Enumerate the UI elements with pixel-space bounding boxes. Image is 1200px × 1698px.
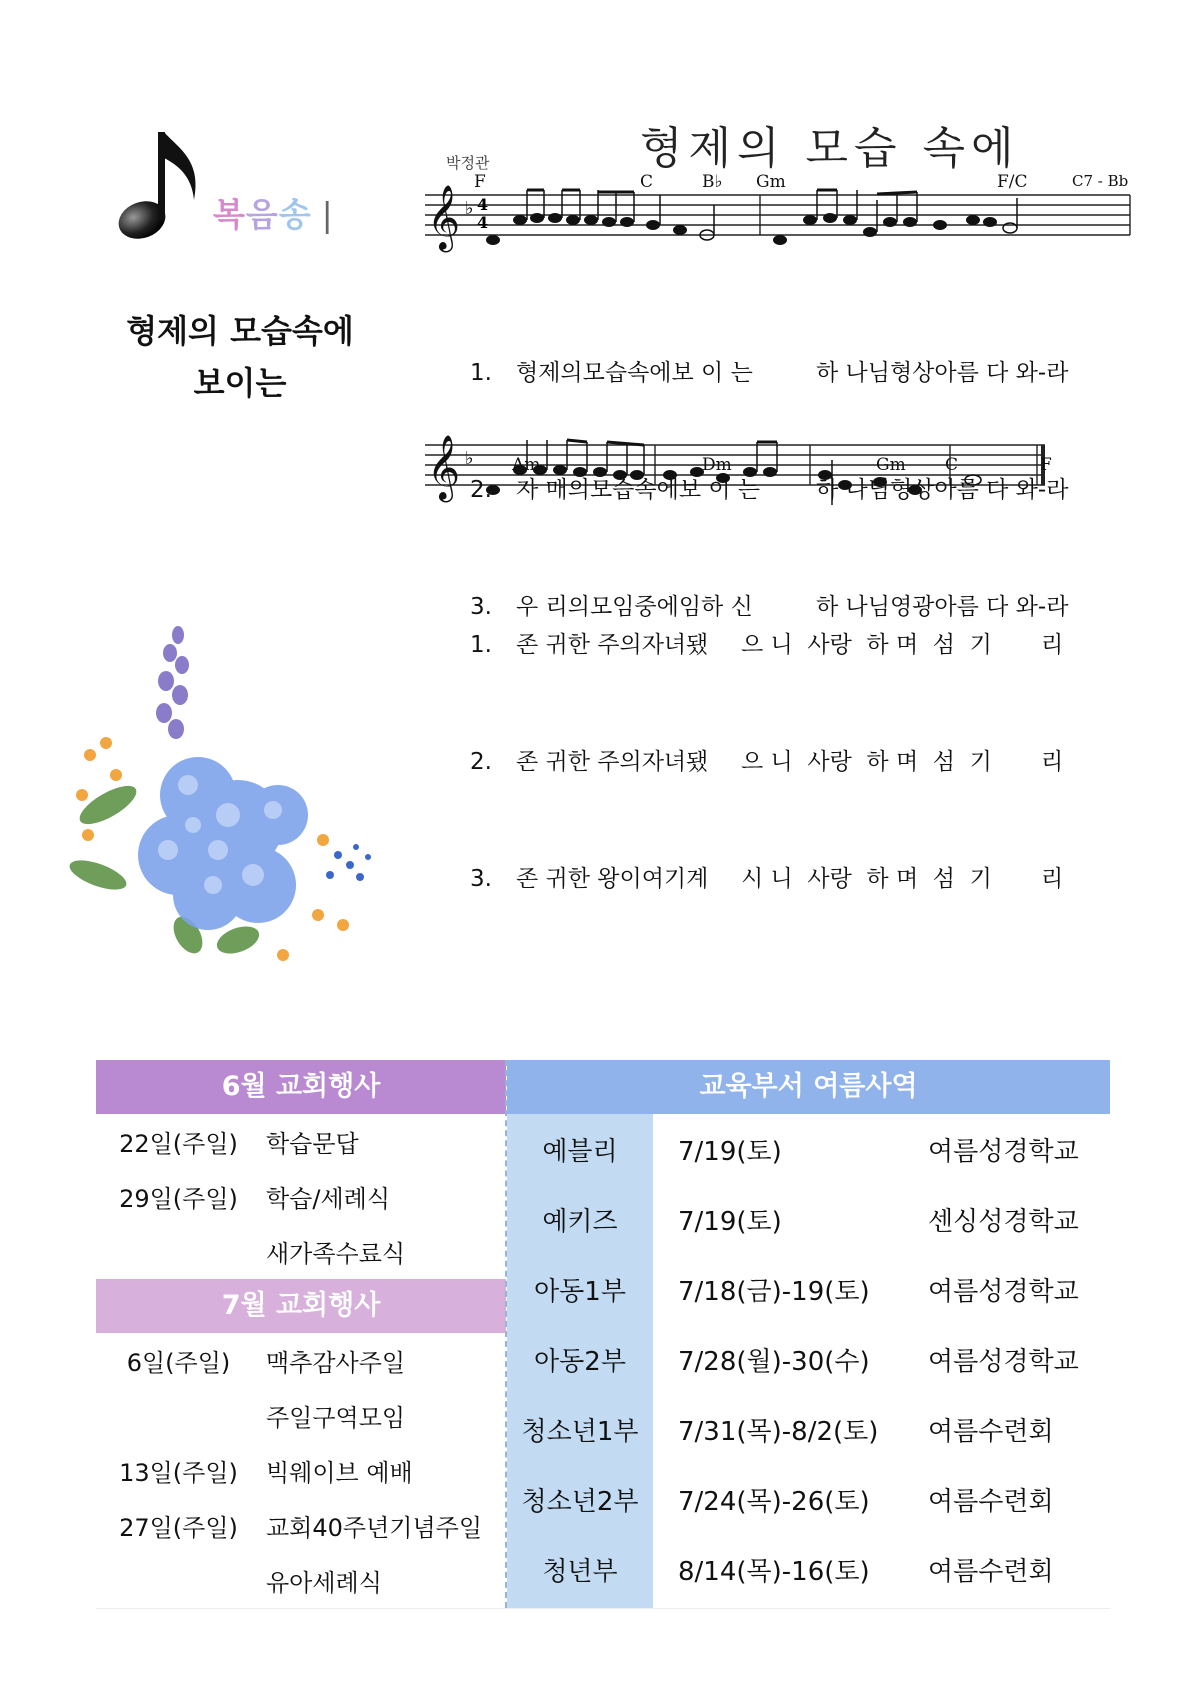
lyric-text: 형제의모습속에보 이 는 <box>516 360 753 386</box>
chord-label: F/C <box>997 172 1028 192</box>
event-date: 22일(주일) <box>119 1130 238 1158</box>
department: 예블리 <box>542 1136 618 1167</box>
program-name: 여름성경학교 <box>928 1276 1079 1307</box>
summer-ministry-table <box>507 1060 1110 1608</box>
event-name: 빅웨이브 예배 <box>266 1459 413 1487</box>
song-caption <box>90 305 390 409</box>
svg-text:𝄞: 𝄞 <box>427 185 461 250</box>
department: 아동1부 <box>534 1276 626 1307</box>
event-date: 29일(주일) <box>119 1185 238 1213</box>
summer-row <box>507 1394 1110 1464</box>
event-name: 교회40주년기념주일 <box>266 1514 483 1542</box>
event-row <box>96 1169 506 1224</box>
summer-row <box>507 1114 1110 1184</box>
event-date: 27일(주일) <box>119 1514 238 1542</box>
department: 청소년1부 <box>521 1416 639 1447</box>
song-caption-line-2: 보이는 <box>193 364 287 402</box>
summer-row <box>507 1464 1110 1534</box>
section-label-separator: | <box>321 195 334 234</box>
lyric-text: 하 나님형상아름 다 와-라 <box>816 360 1069 386</box>
program-name: 여름수련회 <box>928 1486 1054 1517</box>
program-name: 센싱성경학교 <box>928 1206 1079 1237</box>
verse-number: 1. <box>470 360 492 386</box>
lyric-line <box>470 471 1068 510</box>
department: 청소년2부 <box>521 1486 639 1517</box>
summer-ministry-header: 교육부서 여름사역 <box>507 1060 1110 1114</box>
event-date: 6일(주일) <box>126 1349 231 1377</box>
program-name: 여름수련회 <box>928 1416 1054 1447</box>
event-name: 주일구역모임 <box>266 1404 406 1432</box>
lyric-text: 존 귀한 주의자녀됐 <box>516 749 709 775</box>
event-name: 학습문답 <box>266 1130 359 1158</box>
lyric-text: 하 나님영광아름 다 와-라 <box>816 594 1069 620</box>
music-note-icon <box>118 128 208 244</box>
department: 예키즈 <box>542 1206 618 1237</box>
verse-number: 2. <box>470 749 492 775</box>
lyric-line <box>470 626 1063 665</box>
svg-text:4: 4 <box>477 195 489 214</box>
program-name: 여름성경학교 <box>928 1136 1079 1167</box>
song-caption-line-1: 형제의 모습속에 <box>126 312 354 350</box>
event-name: 맥추감사주일 <box>266 1349 406 1377</box>
svg-text:𝄞: 𝄞 <box>427 435 461 500</box>
section-label-char-1: 복 <box>213 195 246 234</box>
chord-label: Gm <box>876 455 906 475</box>
lyric-text: 리 <box>1041 866 1064 892</box>
chord-label: C <box>945 455 959 475</box>
song-title: 형제의 모습 속에 <box>640 123 1020 174</box>
section-label-char-3: 송 <box>278 195 312 234</box>
chord-label: Am <box>512 455 541 475</box>
svg-text:♭: ♭ <box>465 198 474 219</box>
event-date: 13일(주일) <box>119 1459 238 1487</box>
church-events-table <box>96 1060 506 1608</box>
department: 청년부 <box>542 1556 618 1587</box>
event-row <box>96 1114 506 1169</box>
lyric-text: 리 <box>1041 632 1064 658</box>
lyric-text: 존 귀한 왕이여기계 <box>516 866 709 892</box>
lyric-text: 시 니 사랑 하 며 섬 기 <box>741 866 992 892</box>
program-date: 7/28(월)-30(수) <box>678 1346 870 1377</box>
verse-number: 3. <box>470 594 492 620</box>
summer-row <box>507 1534 1110 1604</box>
lyric-line <box>470 743 1063 782</box>
event-name: 새가족수료식 <box>266 1240 406 1268</box>
event-row <box>96 1498 506 1553</box>
june-events-header: 6월 교회행사 <box>96 1060 506 1114</box>
section-label-char-2: 음 <box>245 195 279 234</box>
july-events-header: 7월 교회행사 <box>96 1279 506 1333</box>
lyric-text: 우 리의모임중에임하 신 <box>516 594 753 620</box>
summer-row <box>507 1324 1110 1394</box>
event-row <box>96 1388 506 1443</box>
bottom-rule <box>96 1608 1110 1609</box>
summer-ministry-body <box>507 1114 1110 1608</box>
program-name: 여름성경학교 <box>928 1346 1079 1377</box>
verse-number: 1. <box>470 632 492 658</box>
event-name: 유아세례식 <box>266 1569 382 1597</box>
svg-text:♭: ♭ <box>465 448 474 469</box>
event-row <box>96 1333 506 1388</box>
program-date: 7/18(금)-19(토) <box>678 1276 870 1307</box>
lyric-line <box>470 860 1063 899</box>
program-date: 7/19(토) <box>678 1136 782 1167</box>
section-label-gospel-song <box>213 189 334 236</box>
lyric-text: 존 귀한 주의자녀됐 <box>516 632 709 658</box>
program-date: 8/14(목)-16(토) <box>678 1556 870 1587</box>
chord-label: F <box>474 172 486 192</box>
chord-label: Gm <box>756 172 786 192</box>
lyrics-block-2 <box>470 548 1063 938</box>
verse-number: 2. <box>470 477 492 503</box>
chord-label: C7 - Bb <box>1072 172 1129 190</box>
event-row <box>96 1224 506 1279</box>
program-date: 7/19(토) <box>678 1206 782 1237</box>
program-date: 7/31(목)-8/2(토) <box>678 1416 879 1447</box>
department: 아동2부 <box>534 1346 626 1377</box>
lyric-text: 자 매의모습속에보 이 는 <box>516 477 761 503</box>
composer-name: 박정관 <box>446 154 490 172</box>
svg-text:4: 4 <box>477 213 489 232</box>
chord-label: C <box>640 172 654 192</box>
program-date: 7/24(목)-26(토) <box>678 1486 870 1517</box>
chord-label: F <box>1040 455 1052 475</box>
lyric-text: 하 나님형상아름 다 와-라 <box>816 477 1069 503</box>
lyric-text: 으 니 사랑 하 며 섬 기 <box>741 749 992 775</box>
lyric-text: 리 <box>1041 749 1064 775</box>
chord-label: Dm <box>702 455 732 475</box>
summer-row <box>507 1184 1110 1254</box>
chord-label: B♭ <box>702 172 723 192</box>
hydrangea-flower-illustration <box>68 625 408 995</box>
event-row <box>96 1443 506 1498</box>
lyric-line <box>470 354 1068 393</box>
summer-row <box>507 1254 1110 1324</box>
verse-number: 3. <box>470 866 492 892</box>
program-name: 여름수련회 <box>928 1556 1054 1587</box>
event-name: 학습/세례식 <box>266 1185 391 1213</box>
event-row <box>96 1553 506 1608</box>
lyric-text: 으 니 사랑 하 며 섬 기 <box>741 632 992 658</box>
